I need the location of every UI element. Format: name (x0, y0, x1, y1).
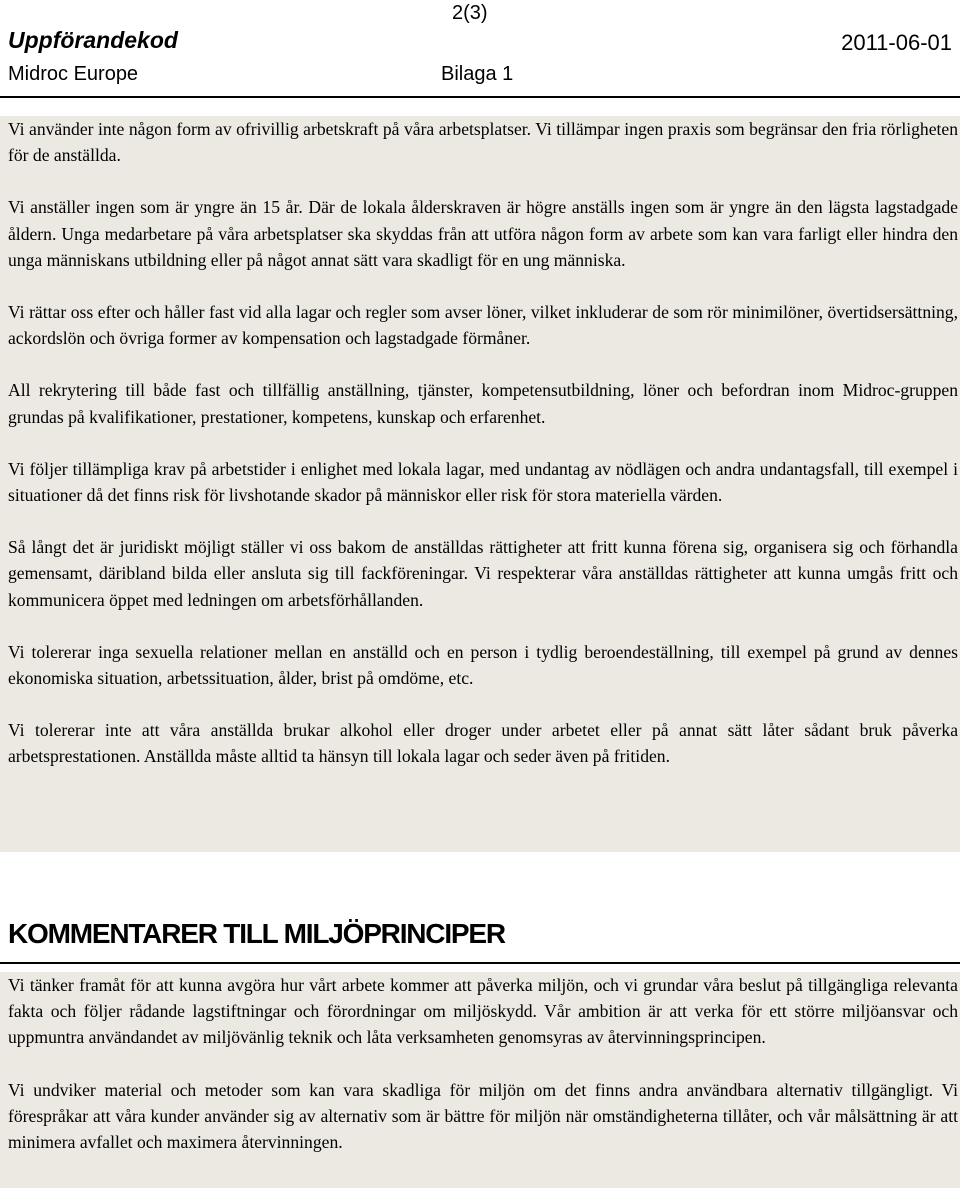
appendix-label: Bilaga 1 (441, 63, 514, 85)
document-date: 2011-06-01 (841, 30, 952, 55)
paragraph-freedom-of-association: Så långt det är juridiskt möjligt ställer vi oss bakom de anställdas rättigheter att fritt kunna förena sig, organisera sig och förhandla gemensamt, däribland bilda eller ansluta sig till fackföreningar. Vi respekterar våra anställdas rättigheter att kunna umgås fritt och kommunicera öppet med ledningen om arbetsförhållanden. (8, 537, 958, 610)
company-name: Midroc Europe (8, 63, 139, 85)
paragraph-child-labour: Vi anställer ingen som är yngre än 15 år. Där de lokala ålderskraven är högre anställs ingen som är yngre än den lägsta lagstadgade åldern. Unga medarbetare på våra arbetsplatser ska skyddas från att utföra någon form av arbete som kan vara farligt eller hindra den unga människans utbildning eller på något annat sätt vara skadligt för en ung människa. (8, 197, 958, 270)
environment-section (0, 972, 960, 1188)
document-title: Uppförandekod (8, 27, 178, 53)
paragraph-wages: Vi rättar oss efter och håller fast vid alla lagar och regler som avser löner, vilket inkluderar de som rör minimilöner, övertidsersättning, ackordslön och övriga former av kompensation och lagstadgade förmåner. (8, 302, 958, 349)
page-number: 2(3) (452, 2, 488, 24)
paragraph-environment-materials: Vi undviker material och metoder som kan vara skadliga för miljön om det finns andra användbara alternativ tillgängligt. Vi förespråkar att våra kunder använder sig av alternativ som är bättre för miljön när omständigheterna tillåter, och vår målsättning är att minimera avfallet och maximera återvinningen. (8, 1079, 958, 1153)
section-heading-environment: KOMMENTARER TILL MILJÖPRINCIPER (8, 918, 505, 949)
paragraph-relationships: Vi tolererar inga sexuella relationer mellan en anställd och en person i tydlig beroendeställning, till exempel på grund av dennes ekonomiska situation, arbetssituation, ålder, brist på omdöme, etc. (8, 641, 958, 689)
paragraph-forced-labour: Vi använder inte någon form av ofrivillig arbetskraft på våra arbetsplatser. Vi tillämpar ingen praxis som begränsar den fria rörligheten för de anställda. (8, 119, 958, 166)
header-divider (0, 96, 960, 98)
page-header (0, 0, 960, 100)
paragraph-alcohol-drugs: Vi tolererar inte att våra anställda brukar alkohol eller droger under arbetet eller på annat sätt låter sådant bruk påverka arbetsprestationen. Anställda måste alltid ta hänsyn till lokala lagar och seder även på fritiden. (8, 720, 958, 767)
paragraph-environment-planning: Vi tänker framåt för att kunna avgöra hur vårt arbete kommer att påverka miljön, och vi grundar våra beslut på tillgängliga relevanta fakta och följer rådande lagstiftningar och förordningar om miljöskydd. Vår ambition är att verka för ett större miljöansvar och uppmuntra användandet av miljövänlig teknik och låta verksamheten genomsyras av återvinningsprincipen. (8, 975, 958, 1048)
paragraph-working-hours: Vi följer tillämpliga krav på arbetstider i enlighet med lokala lagar, med undantag av nödlägen och andra undantagsfall, till exempel i situationer då det finns risk för livshotande skador på människor eller risk för stora materiella värden. (8, 458, 958, 506)
paragraph-recruitment: All rekrytering till både fast och tillfällig anställning, tjänster, kompetensutbildning, löner och befordran inom Midroc-gruppen grundas på kvalifikationer, prestationer, kompetens, kunskap och erfarenhet. (8, 380, 958, 427)
code-of-conduct-section (0, 116, 960, 852)
section-divider (0, 962, 960, 964)
